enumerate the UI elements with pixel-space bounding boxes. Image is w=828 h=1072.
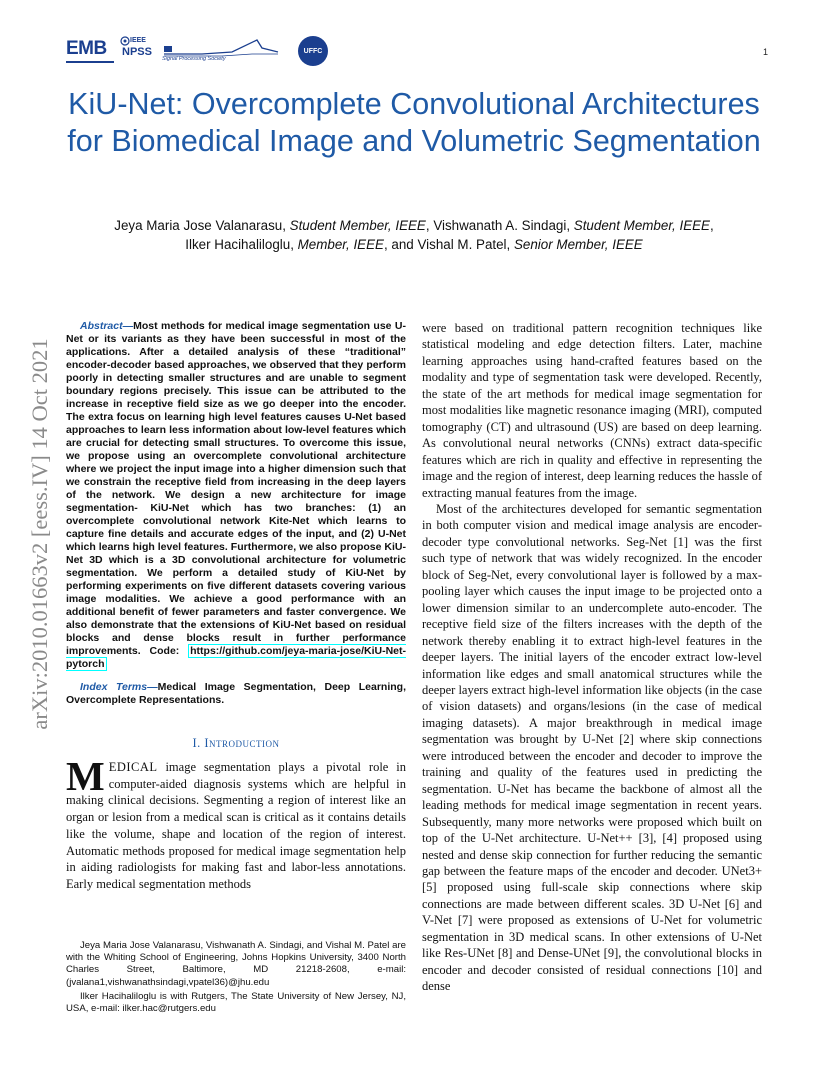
- code-link[interactable]: https://github.com/jeya-maria-jose/KiU-Net-pytorch: [66, 645, 406, 670]
- paper-title: KiU-Net: Overcomplete Convolutional Architectures for Biomedical Image and Volumetric Segmentation: [67, 87, 761, 158]
- abstract-dash: —: [122, 320, 134, 332]
- author-3-name: Ilker Hacihaliloglu,: [185, 237, 298, 252]
- intro-text: image segmentation plays a pivotal role in computer-aided diagnosis systems which are helpful in making clinical decisions. Segmenting a region of interest like an organ or lesion from a medical scan is critical as it contains details like the volume, shape and location of the region of interest. Automatic methods proposed for medical image segmentation help in aiding radiologists for making fast and labor-less annotations. Early medical segmentation methods: [66, 760, 406, 891]
- section-heading-introduction: [66, 736, 406, 751]
- footnote-1: Jeya Maria Jose Valanarasu, Vishwanath A. Sindagi, and Vishal M. Patel are with the Whiting School of Engineering, Johns Hopkins University, 3400 North Charles Street, Baltimore, MD 21218-2608, e-mail: (jvalana1,vishwanathsindagi,vpatel36)@jhu.edu: [66, 940, 406, 988]
- right-paragraph-1: were based on traditional pattern recognition techniques like statistical modeling and edge detection filters. Later, machine learning approaches using hand-crafted features based on the modality and type of segmentation task were developed. Recently, the state of the art methods for medical image segmentation for most modalities like magnetic resonance imaging (MRI), computed tomography (CT) and ultrasound (US) are based on deep learning. As convolutional neural networks (CNNs) extract data-specific features which are rich in quality and effective in representing the image and the region of interest, deep learning reduces the hassle of extracting manual features from the image.: [422, 321, 762, 500]
- section-heading-text: I. Introduction: [192, 736, 280, 750]
- emb-logo: EMB: [66, 38, 107, 59]
- author-separator: ,: [710, 218, 714, 233]
- page-number: 1: [762, 47, 768, 57]
- abstract: [66, 320, 406, 671]
- footnote-2: Ilker Hacihaliloglu is with Rutgers, The State University of New Jersey, NJ, USA, e-mail: ilker.hac@rutgers.edu: [66, 990, 406, 1015]
- dropcap: M: [66, 753, 105, 799]
- right-column: [422, 320, 762, 995]
- author-1-name: Jeya Maria Jose Valanarasu,: [114, 218, 290, 233]
- sps-wave-icon: [162, 36, 280, 58]
- author-2-name: , Vishwanath A. Sindagi,: [425, 218, 574, 233]
- author-4-role: Senior Member, IEEE: [513, 237, 643, 252]
- npss-label: NPSS: [122, 46, 152, 58]
- npss-emblem-icon: [120, 36, 130, 46]
- npss-logo: [120, 36, 156, 70]
- right-paragraph-2: Most of the architectures developed for semantic segmentation in both computer vision and medical image analysis are encoder-decoder type convolutional networks. Seg-Net [1] was the first such type of network that was widely recognized. In the encoder block of Seg-Net, every convolutional layer is followed by a max-pooling layer which causes the input image to be projected onto a lower dimension similar to an undercomplete auto-encoder. The receptive field size of the filters increases with the depth of the network thereby enabling it to extract high-level features in the deeper layers. The initial layers of the encoder extract low-level information like edges and small anatomical structures while the deeper layers extract high-level information like objects (in the case of vision datasets) and organs/lesions (in the case of medical imaging datasets). A major breakthrough in medical image segmentation was brought by U-Net [2] where skip connections were introduced between the encoder and decoder to improve the training and quality of the features used in predicting the segmentation. U-Net has became the backbone of almost all the leading methods for medical image segmentation in recent years. Subsequently, many more networks were proposed which built on top of the U-Net architecture. U-Net++ [3], [4] proposed using nested and dense skip connection for further reducing the semantic gap between the feature maps of the encoder and decoder. UNet3+ [5] proposed using full-scale skip connections where skip connections are made between different scales. 3D U-Net [6] and V-Net [7] were proposed as extensions of U-Net for volumetric segmentation in 3D medical scans. In other extensions of U-Net like Res-UNet [8] and Dense-UNet [9], the convolutional blocks in encoder and decoder consisted of residual connections [10] and dense: [422, 501, 762, 994]
- footnotes: [66, 940, 406, 1015]
- author-4-name: , and Vishal M. Patel,: [383, 237, 514, 252]
- abstract-text: Most methods for medical image segmentation use U-Net or its variants as they have been successful in most of the applications. After a detailed analysis of these “traditional” encoder-decoder based approaches, we observed that they perform poorly in detecting smaller structures and are unable to segment boundary regions precisely. This issue can be attributed to the increase in receptive field size as we go deeper into the encoder. The extra focus on learning high level features causes U-Net based approaches to learn less information about low-level features which are crucial for detecting small structures. To overcome this issue, we propose using an overcomplete convolutional architecture where we project the input image into a higher dimension such that we constrain the receptive field from increasing in the deep layers of the network. We design a new architecture for image segmentation- KiU-Net which has two branches: (1) an overcomplete convolutional network Kite-Net which learns to capture fine details and accurate edges of the input, and (2) U-Net which learns high level features. Furthermore, we also propose KiU-Net 3D which is a 3D convolutional architecture for volumetric segmentation. We perform a detailed study of KiU-Net by performing experiments on five different datasets covering various image modalities. We achieve a good performance with an additional benefit of fewer parameters and faster convergence. We also demonstrate that the extensions of KiU-Net based on residual blocks and dense blocks result in further performance improvements. Code:: [66, 320, 406, 657]
- left-column: [66, 320, 406, 893]
- intro-first-word: EDICAL: [108, 760, 158, 774]
- uffc-logo: [298, 36, 328, 66]
- publisher-logos: [62, 32, 342, 72]
- index-terms-text: Medical Image Segmentation, Deep Learning, Overcomplete Representations.: [66, 681, 407, 706]
- author-3-role: Member, IEEE: [297, 237, 384, 252]
- index-terms-label: Index Terms: [80, 681, 148, 693]
- abstract-label: Abstract: [80, 320, 123, 332]
- intro-paragraph: [66, 753, 406, 893]
- emb-logo-mark: [66, 60, 116, 66]
- author-1-role: Student Member, IEEE: [289, 218, 426, 233]
- author-2-role: Student Member, IEEE: [573, 218, 710, 233]
- index-terms-dash: —: [147, 681, 158, 693]
- author-list: [60, 216, 768, 254]
- sps-label: Signal Processing Society: [162, 56, 226, 62]
- arxiv-stamp: [20, 290, 60, 778]
- arxiv-stamp-text: arXiv:2010.01663v2 [eess.IV] 14 Oct 2021: [27, 338, 52, 730]
- uffc-label: UFFC: [303, 47, 323, 55]
- index-terms: [66, 681, 406, 707]
- sps-logo: [162, 36, 282, 66]
- npss-ieee-label: IEEE: [130, 37, 146, 44]
